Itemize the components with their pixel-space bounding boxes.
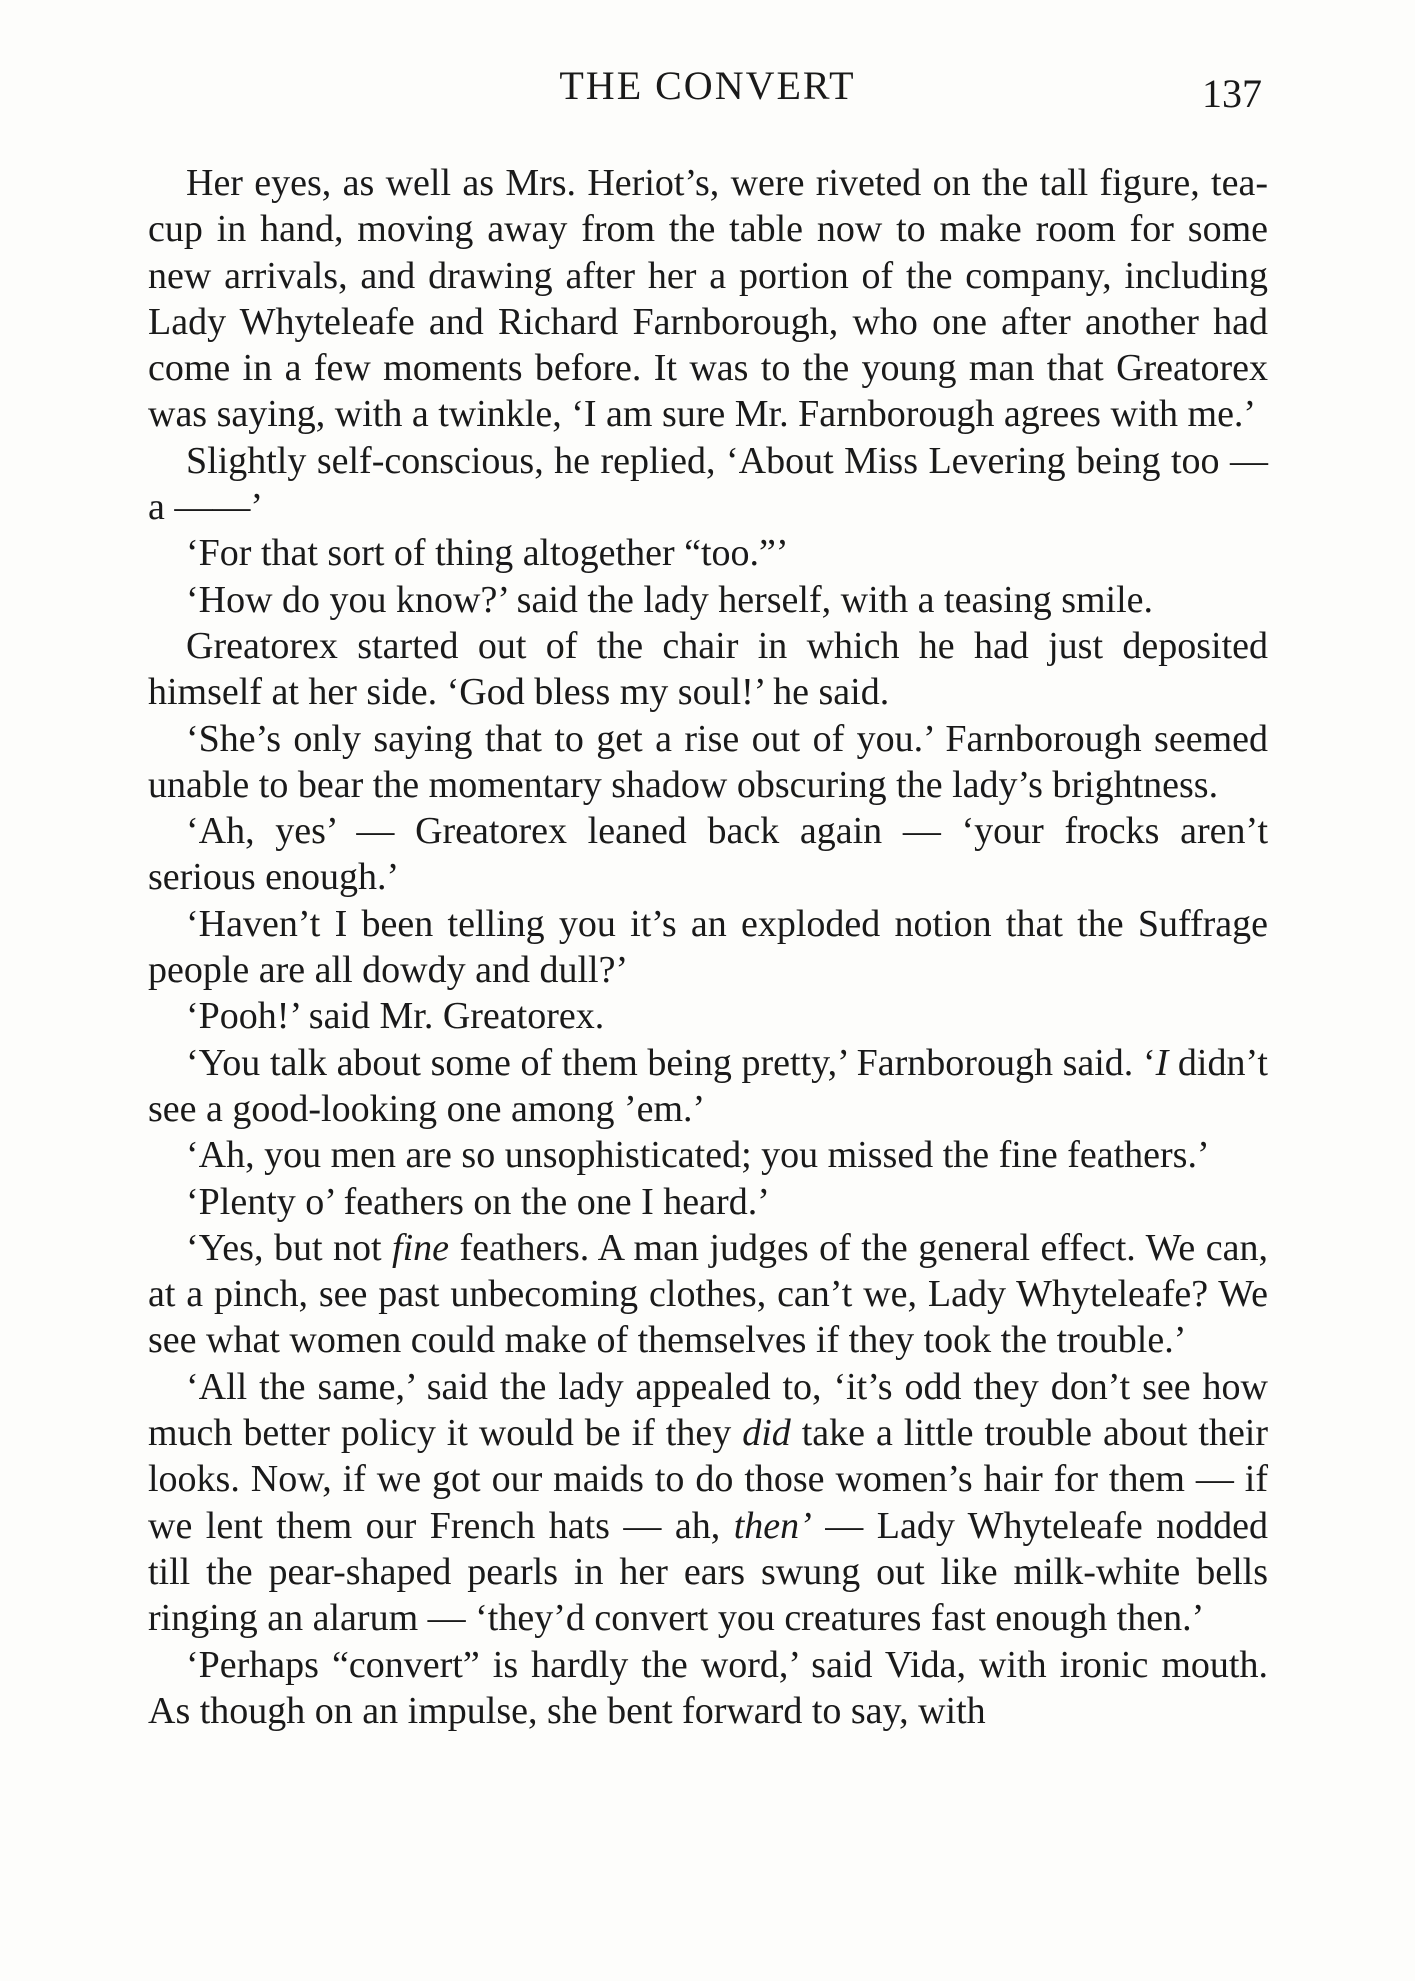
paragraph: [148, 1364, 1268, 1642]
paragraph: ‘Ah, you men are so unsophisticated; you missed the fine feathers.’: [186, 1134, 1210, 1177]
paragraph-text: ‘: [1142, 1041, 1156, 1084]
paragraph: ‘She’s only saying that to get a rise out of you.’ Farnborough seemed unable to bear the momentary shadow obscuring the lady’s brightness.: [148, 717, 1268, 806]
paragraph-text: didn’t see a good-looking one among ’em.’: [148, 1041, 1268, 1130]
paragraph: ‘How do you know?’ said the lady herself, with a teasing smile.: [186, 578, 1154, 621]
paragraph: ‘Pooh!’ said Mr. Greatorex.: [186, 995, 605, 1038]
paragraph: ‘Perhaps “convert” is hardly the word,’ said Vida, with ironic mouth. As though on an impulse, she bent forward to say, with: [148, 1643, 1268, 1732]
emphasis: fine: [392, 1226, 450, 1269]
paragraph: ‘Plenty o’ feathers on the one I heard.’: [186, 1180, 770, 1223]
page-number: 137: [1202, 71, 1262, 116]
paragraph: Her eyes, as well as Mrs. Heriot’s, were riveted on the tall figure, tea-cup in hand, moving away from the table now to make room for some new arrivals, and drawing after her a portion of the company, including Lady Whyteleafe and Richard Farnborough, who one after another had come in a few moments before. It was to the young man that Greatorex was saying, with a twinkle, ‘I am sure Mr. Farnborough agrees with me.’: [148, 162, 1268, 436]
paragraph-text: ‘You talk about some of them being pretty,’ Farnborough said.: [186, 1041, 1134, 1084]
page-header: [0, 62, 1415, 116]
body-text: [148, 160, 1268, 1734]
emphasis: then’: [733, 1504, 812, 1547]
paragraph: [148, 1225, 1268, 1364]
emphasis: did: [742, 1412, 791, 1455]
paragraph: ‘For that sort of thing altogether “too.”’: [186, 532, 789, 575]
paragraph: Slightly self-conscious, he replied, ‘About Miss Levering being too — a ——’: [148, 439, 1268, 529]
paragraph-text: feathers. A man judges of the general effect. We can, at a pinch, see past unbecoming clothes, can’t we, Lady Whyteleafe? We see what women could make of themselves if they took the trouble.’: [148, 1226, 1268, 1362]
paragraph-text: take a little trouble about their looks. Now, if we got our maids to do those women’s hair for them — if we lent them our French hats — ah,: [148, 1412, 1269, 1547]
paragraph: ‘Haven’t I been telling you it’s an exploded notion that the Suffrage people are all dowdy and dull?’: [148, 902, 1268, 992]
paragraph: ‘Ah, yes’ — Greatorex leaned back again — ‘your frocks aren’t serious enough.’: [148, 810, 1268, 899]
paragraph: Greatorex started out of the chair in which he had just deposited himself at her side. ‘God bless my soul!’ he said.: [148, 624, 1268, 714]
paragraph: [148, 1040, 1268, 1133]
paragraph-text: ‘Yes, but not: [186, 1226, 393, 1269]
emphasis: I: [1155, 1041, 1169, 1084]
paragraph-text: ‘All the same,’ said the lady appealed to, ‘it’s odd they don’t see how much better policy it would be if they: [148, 1365, 1268, 1455]
running-title: THE CONVERT: [559, 63, 856, 108]
paragraph-text: — Lady Whyteleafe nodded till the pear-shaped pearls in her ears swung out like milk-white bells ringing an alarum — ‘they’d convert you creatures fast enough then.’: [148, 1504, 1269, 1640]
